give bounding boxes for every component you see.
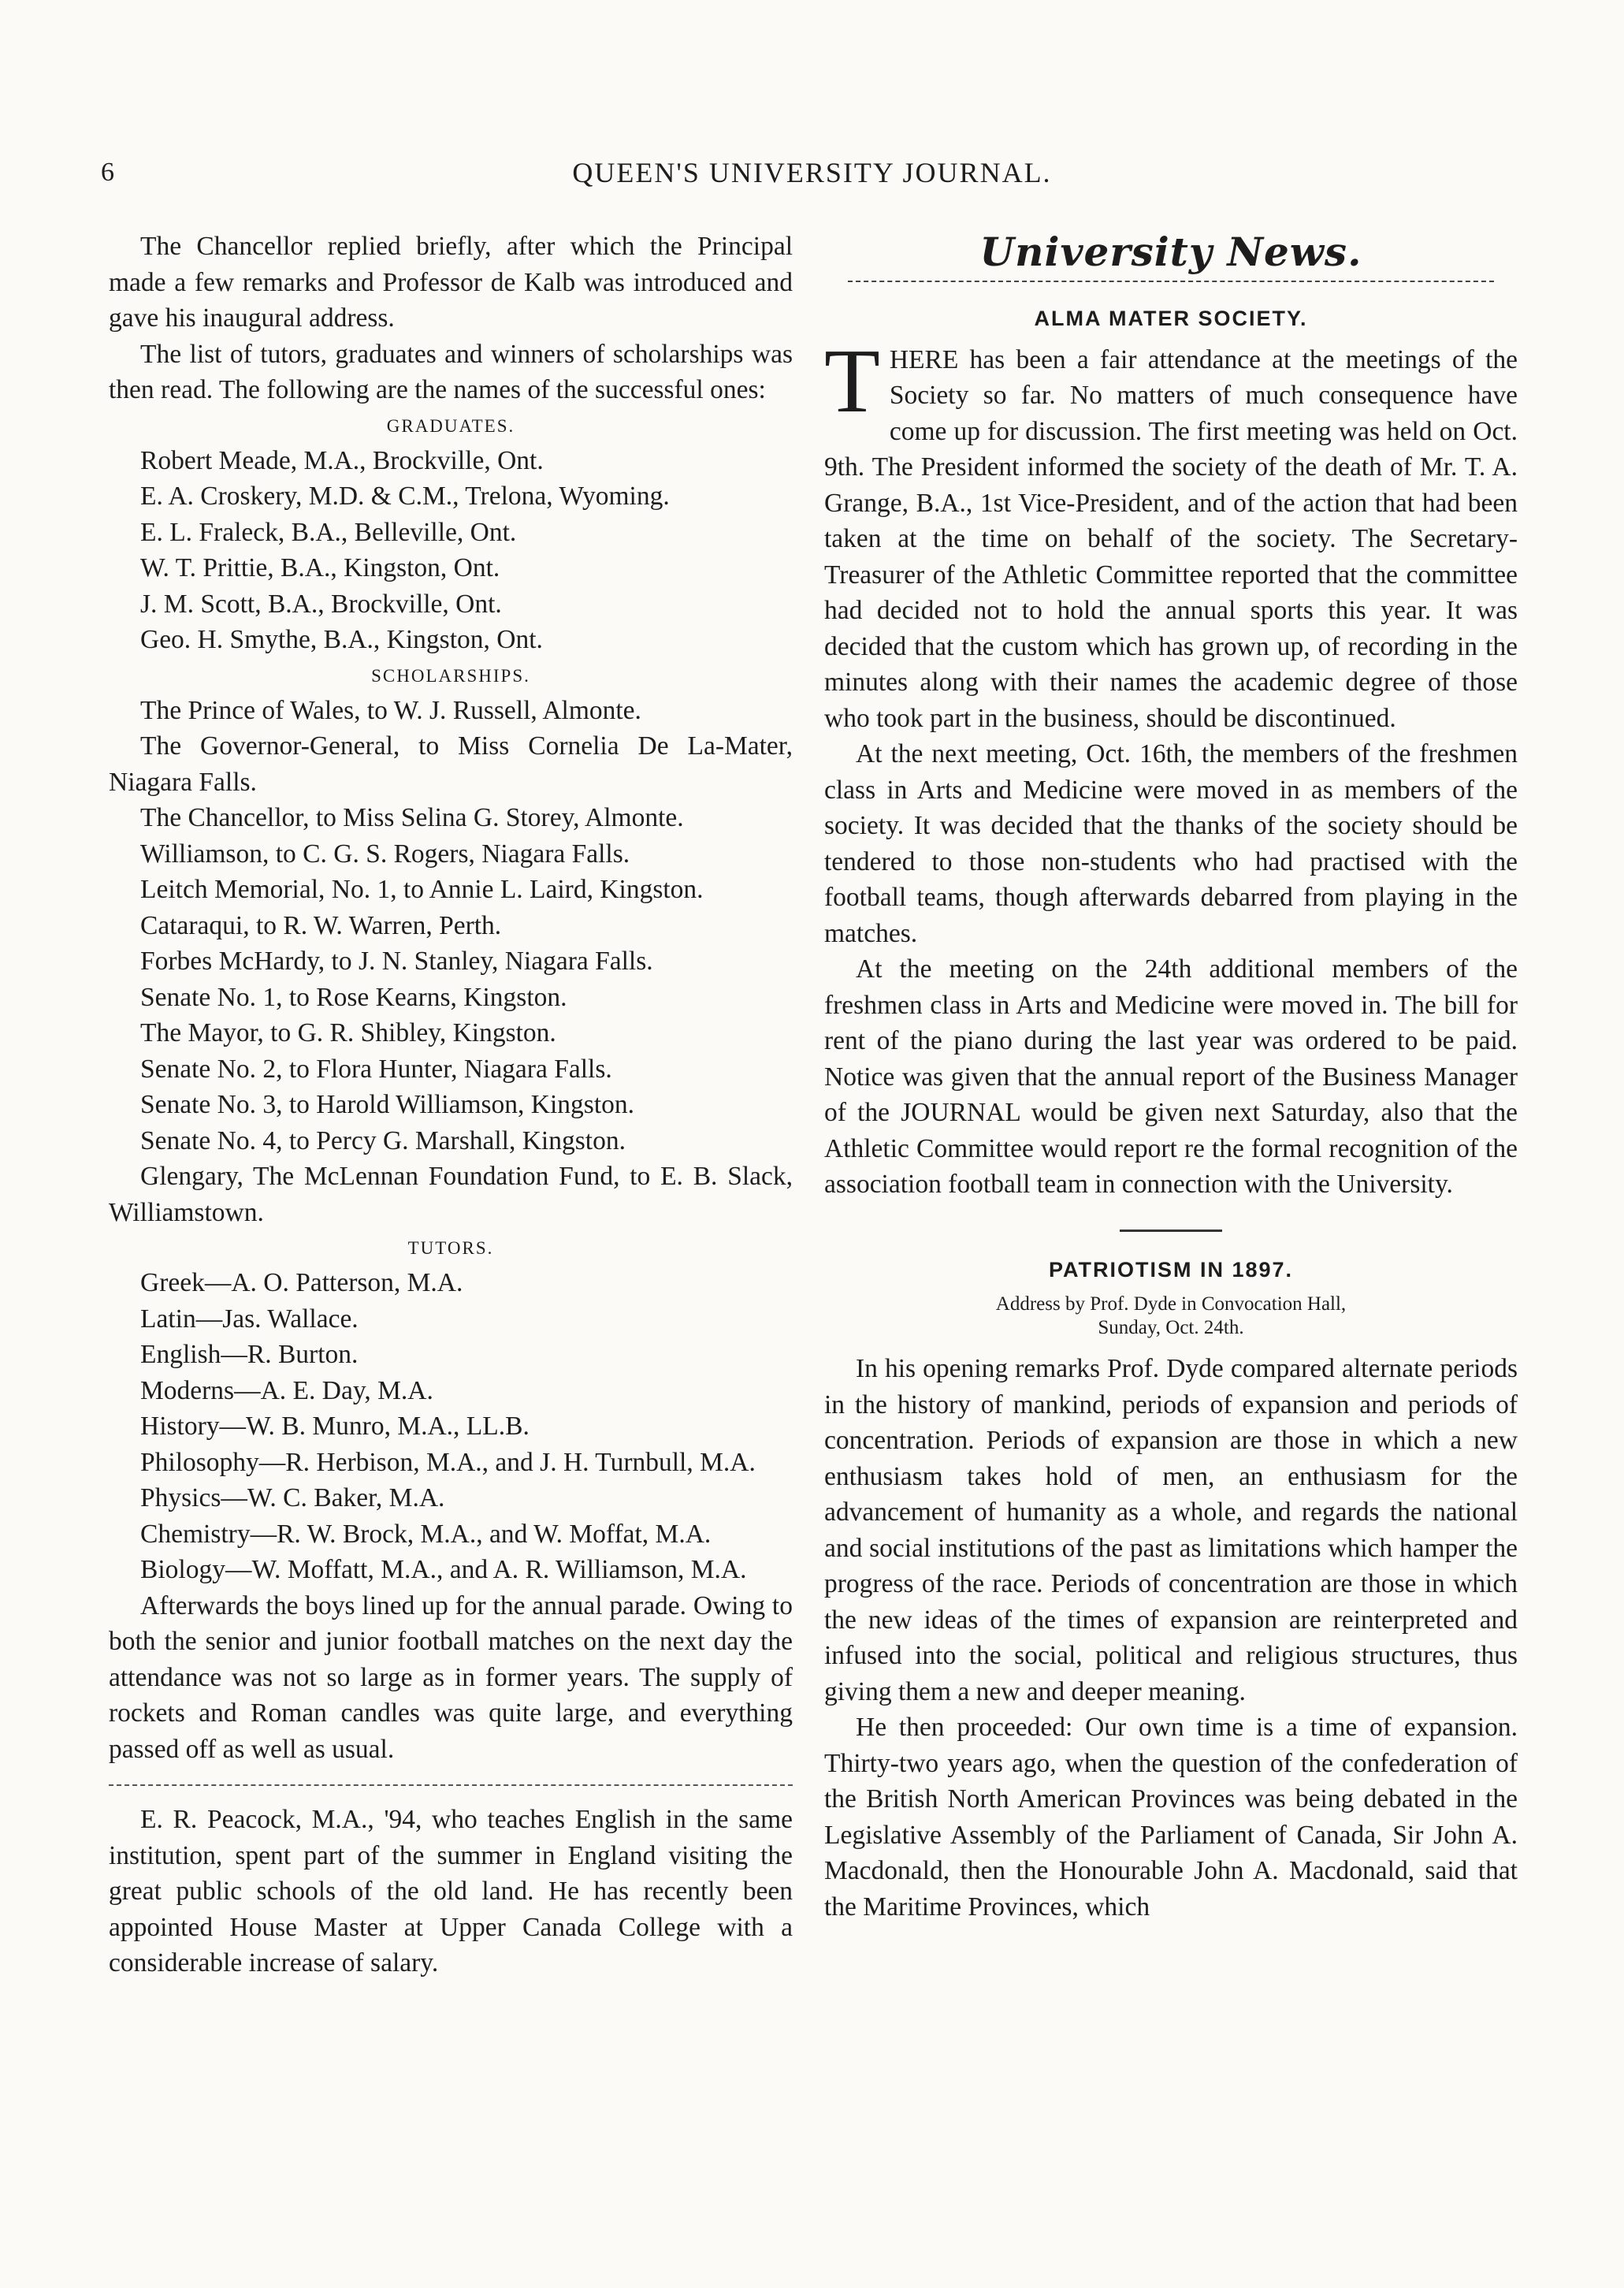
scholarship-entry: The Prince of Wales, to W. J. Russell, Almonte. [140, 695, 641, 725]
scholarship-entry: Leitch Memorial, No. 1, to Annie L. Laird, Kingston. [140, 875, 704, 904]
graduates-heading: GRADUATES. [386, 415, 515, 436]
drop-cap: T [824, 330, 880, 432]
graduate-entry: Robert Meade, M.A., Brockville, Ont. [140, 445, 544, 475]
tutor-entry: History—W. B. Munro, M.A., LL.B. [140, 1412, 530, 1441]
patriotism-subheading-line-1: Address by Prof. Dyde in Convocation Hall, [995, 1293, 1347, 1315]
ams-heading: ALMA MATER SOCIETY. [1034, 307, 1308, 330]
graduate-entry: W. T. Prittie, B.A., Kingston, Ont. [140, 553, 500, 582]
page-number: 6 [101, 158, 114, 187]
running-title: QUEEN'S UNIVERSITY JOURNAL. [572, 157, 1052, 188]
tutor-entry: Physics—W. C. Baker, M.A. [140, 1483, 445, 1512]
left-column [109, 229, 793, 1981]
closing-paragraph: Afterwards the boys lined up for the annual parade. Owing to both the senior and junior football matches on the next day the attendance was not so large as in former years. The supply of rockets and Roman candles was quite large, and everything passed off as well as usual. [109, 1590, 793, 1764]
tutor-entry: Greek—A. O. Patterson, M.A. [140, 1268, 463, 1297]
right-column [824, 229, 1518, 1925]
short-divider [1120, 1230, 1222, 1232]
scholarship-entry: The Mayor, to G. R. Shibley, Kingston. [140, 1018, 556, 1047]
scholarship-entry: Senate No. 2, to Flora Hunter, Niagara Falls. [140, 1054, 612, 1084]
university-news-banner: University News. [979, 229, 1362, 275]
peacock-paragraph: E. R. Peacock, M.A., '94, who teaches English in the same institution, spent part of the summer in England visiting the great public schools of the old land. He has recently been appointed House Master at Upper Canada College with a considerable increase of salary. [109, 1805, 793, 1977]
tutor-entry: Philosophy—R. Herbison, M.A., and J. H. Turnbull, M.A. [140, 1447, 756, 1477]
tutor-entry: Chemistry—R. W. Brock, M.A., and W. Moffat, M.A. [140, 1519, 712, 1549]
scholarships-heading: SCHOLARSHIPS. [371, 665, 530, 686]
ams-paragraph-2: At the next meeting, Oct. 16th, the members of the freshmen class in Arts and Medicine were moved in as members of the society. It was decided that the thanks of the society should be tendered to those non-students who had practised with the football teams, though afterwards debarred from playing in the matches. [824, 739, 1518, 948]
scholarship-entry: The Governor-General, to Miss Cornelia De La-Mater, Niagara Falls. [109, 731, 793, 797]
patriotism-subheading-line-2: Sunday, Oct. 24th. [1098, 1317, 1244, 1338]
graduate-entry: Geo. H. Smythe, B.A., Kingston, Ont. [140, 625, 543, 654]
tutor-entry: English—R. Burton. [140, 1340, 359, 1369]
tutor-entry: Moderns—A. E. Day, M.A. [140, 1375, 433, 1405]
banner-divider [848, 281, 1494, 282]
patriotism-subheading [824, 1293, 1518, 1340]
patriotism-heading: PATRIOTISM IN 1897. [1048, 1257, 1294, 1282]
intro-paragraph-2: The list of tutors, graduates and winners of scholarships was then read. The following are the names of the successful ones: [109, 339, 793, 404]
graduate-entry: E. A. Croskery, M.D. & C.M., Trelona, Wyoming. [140, 482, 670, 511]
scholarship-entry: Glengary, The McLennan Foundation Fund, to E. B. Slack, Williamstown. [109, 1162, 793, 1227]
scholarship-entry: Senate No. 4, to Percy G. Marshall, Kingston. [140, 1125, 626, 1155]
scholarship-entry: Cataraqui, to R. W. Warren, Perth. [140, 910, 502, 940]
scholarship-entry: The Chancellor, to Miss Selina G. Storey, Almonte. [140, 803, 684, 832]
scholarship-entry: Forbes McHardy, to J. N. Stanley, Niagara Falls. [140, 947, 653, 976]
tutors-heading: TUTORS. [407, 1238, 494, 1258]
graduate-entry: J. M. Scott, B.A., Brockville, Ont. [140, 589, 502, 619]
scholarship-entry: Senate No. 3, to Harold Williamson, Kingston. [140, 1090, 635, 1119]
ams-paragraph-1-text: HERE has been a fair attendance at the meetings of the Society so far. No matters of much consequence have come up for discussion. The first meeting was held on Oct. 9th. The President informed the society of the death of Mr. T. A. Grange, B.A., 1st Vice-President, and of the action that had been taken at the time on behalf of the society. The Secretary-Treasurer of the Athletic Committee reported that the committee had decided not to hold the annual sports this year. It was decided that the custom which has grown up, of recording in the minutes along with their names the academic degree of those who took part in the business, should be discontinued. [824, 344, 1518, 733]
scholarship-entry: Williamson, to C. G. S. Rogers, Niagara Falls. [140, 839, 630, 869]
ams-paragraph-1 [824, 330, 1518, 737]
patriotism-paragraph-2: He then proceeded: Our own time is a time of expansion. Thirty-two years ago, when the question of the confederation of the British North American Provinces was being debated in the Legislative Assembly of the Parliament of Canada, Sir John A. Macdonald, then the Honourable John A. Macdonald, said that the Maritime Provinces, which [824, 1713, 1518, 1922]
tutor-entry: Biology—W. Moffatt, M.A., and A. R. Williamson, M.A. [140, 1555, 747, 1584]
tutor-entry: Latin—Jas. Wallace. [140, 1304, 359, 1334]
patriotism-paragraph-1: In his opening remarks Prof. Dyde compared alternate periods in the history of mankind, periods of expansion and periods of concentration. Periods of expansion are those in which a new enthusiasm takes hold of men, an enthusiasm for the advancement of humanity as a whole, and regards the national and social institutions of the past as limitations which hamper the progress of the race. Periods of concentration are those in which the new ideas of the times of expansion are reinterpreted and infused into the social, political and religious structures, thus giving them a new and deeper meaning. [824, 1354, 1518, 1706]
section-divider [109, 1784, 793, 1786]
intro-paragraph-1: The Chancellor replied briefly, after which the Principal made a few remarks and Professor de Kalb was introduced and gave his inaugural address. [109, 232, 793, 333]
scholarship-entry: Senate No. 1, to Rose Kearns, Kingston. [140, 982, 567, 1012]
graduate-entry: E. L. Fraleck, B.A., Belleville, Ont. [140, 517, 517, 547]
ams-paragraph-3: At the meeting on the 24th additional members of the freshmen class in Arts and Medicine were moved in. The bill for rent of the piano during the last year was ordered to be paid. Notice was given that the annual report of the Business Manager of the JOURNAL would be given next Saturday, also that the Athletic Committee would report re the formal recognition of the association football team in connection with the University. [824, 954, 1518, 1199]
